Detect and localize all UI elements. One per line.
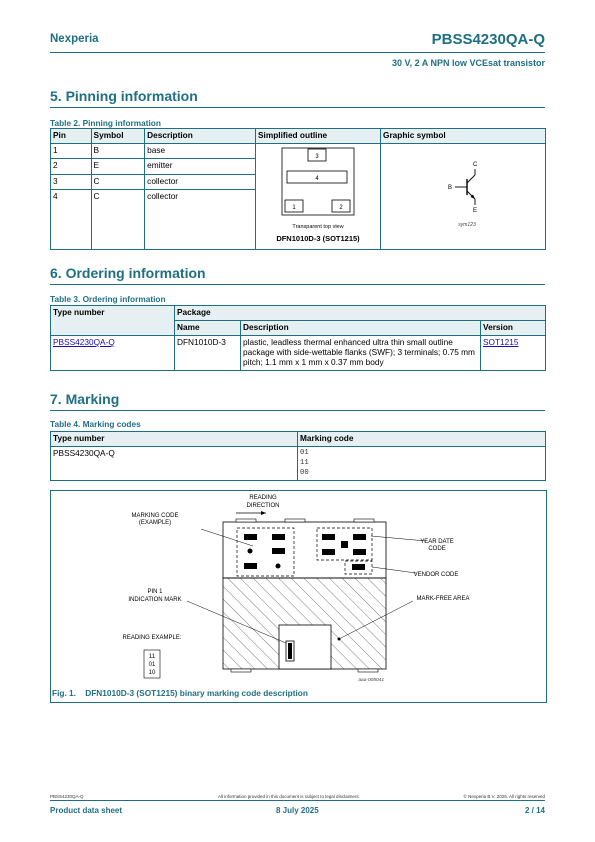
description-cell: collector xyxy=(145,190,256,250)
pin1-label-2: INDICATION MARK xyxy=(128,597,182,603)
symbol-ref: sym123 xyxy=(458,222,476,228)
pad-2-label: 2 xyxy=(339,205,343,211)
description-cell: collector xyxy=(145,174,256,189)
figure-frame xyxy=(50,490,547,703)
vendor-code-label: VENDOR CODE xyxy=(413,572,459,578)
section-7-heading: 7. Marking xyxy=(50,391,120,407)
footer-page: 2 / 14 xyxy=(524,806,545,815)
pin1-label-1: PIN 1 xyxy=(147,589,163,595)
example-line: 01 xyxy=(148,662,156,668)
col-outline: Simplified outline xyxy=(255,129,380,144)
description-cell: emitter xyxy=(145,159,256,174)
col-name: Name xyxy=(175,321,241,336)
footer-doc-id: PBSS4230QA-Q xyxy=(50,794,84,799)
table-row xyxy=(51,144,546,159)
section-7-divider xyxy=(50,410,545,411)
example-line: 10 xyxy=(148,670,156,676)
col-description: Description xyxy=(145,129,256,144)
marking-diagram xyxy=(51,491,546,702)
transistor-symbol xyxy=(381,144,545,247)
table-row xyxy=(51,336,546,371)
document-subtitle: 30 V, 2 A NPN low VCEsat transistor xyxy=(391,58,545,68)
pin-cell: 4 xyxy=(51,190,92,250)
section-6-heading: 6. Ordering information xyxy=(50,265,206,281)
figure-title: DFN1010D-3 (SOT1215) binary marking code description xyxy=(85,688,308,698)
year-date-label-2: CODE xyxy=(428,546,446,552)
type-number-link[interactable]: PBSS4230QA-Q xyxy=(53,337,115,347)
code-line: 01 xyxy=(300,449,309,457)
code-line: 11 xyxy=(300,459,309,467)
mark-free-label: MARK-FREE AREA xyxy=(416,596,470,602)
symbol-cell: C xyxy=(91,190,145,250)
package-description-cell: plastic, leadless thermal enhanced ultra thin small outline package with side-wettable flanks (SWF); 3 terminals; 0.75 mm pitch; 1.1 mm x 1 mm x 0.37 mm body xyxy=(241,336,481,371)
package-label: DFN1010D-3 (SOT1215) xyxy=(276,234,360,243)
package-version-link[interactable]: SOT1215 xyxy=(483,337,519,347)
col-symbol: Symbol xyxy=(91,129,145,144)
col-version: Version xyxy=(481,321,546,336)
pin-cell: 2 xyxy=(51,159,92,174)
pad-1-label: 1 xyxy=(292,205,296,211)
year-date-label-1: YEAR DATE xyxy=(420,539,454,545)
marking-code-label-1: MARKING CODE xyxy=(131,513,179,519)
pad-3-label: 3 xyxy=(315,154,319,160)
symbol-cell: C xyxy=(91,174,145,189)
pin-cell: 1 xyxy=(51,144,92,159)
pad-4-label: 4 xyxy=(315,176,319,182)
figure-ref: aaa-008041 xyxy=(358,678,384,683)
pinning-table xyxy=(50,128,546,250)
package-outline xyxy=(256,144,380,247)
section-5-divider xyxy=(50,107,545,108)
symbol-cell: E xyxy=(91,159,145,174)
footer-date: 8 July 2025 xyxy=(276,806,319,815)
reading-direction-label-1: READING xyxy=(249,495,277,501)
collector-label: C xyxy=(473,162,478,168)
marking-code-cell xyxy=(298,447,546,481)
marking-type-cell: PBSS4230QA-Q xyxy=(51,447,298,481)
brand-name: Nexperia xyxy=(50,33,99,45)
figure-number: Fig. 1. xyxy=(52,688,76,698)
table-row xyxy=(51,447,546,481)
section-5-heading: 5. Pinning information xyxy=(50,88,198,104)
marking-table xyxy=(50,431,546,481)
symbol-cell: B xyxy=(91,144,145,159)
base-label: B xyxy=(448,185,453,191)
col-description: Description xyxy=(241,321,481,336)
table-4-caption: Table 4. Marking codes xyxy=(50,419,141,429)
ordering-table xyxy=(50,305,546,371)
col-type-number: Type number xyxy=(51,306,175,336)
emitter-label: E xyxy=(473,208,478,214)
section-6-divider xyxy=(50,284,545,285)
description-cell: base xyxy=(145,144,256,159)
header-divider xyxy=(50,52,545,53)
code-line: 00 xyxy=(300,469,309,477)
table-3-caption: Table 3. Ordering information xyxy=(50,294,166,304)
col-pin: Pin xyxy=(51,129,92,144)
reading-example-label: READING EXAMPLE: xyxy=(122,635,182,641)
col-marking-code: Marking code xyxy=(298,432,546,447)
symbol-graphic-cell xyxy=(381,144,546,250)
footer-doc-type: Product data sheet xyxy=(50,806,123,815)
footer-copyright: © Nexperia B.V. 2025. All rights reserved xyxy=(463,794,545,799)
part-number: PBSS4230QA-Q xyxy=(431,31,545,48)
table-2-caption: Table 2. Pinning information xyxy=(50,118,161,128)
reading-direction-label-2: DIRECTION xyxy=(246,503,280,509)
view-label: Transparent top view xyxy=(292,224,344,230)
pin-cell: 3 xyxy=(51,174,92,189)
footer-disclaimer: All information provided in this document is subject to legal disclaimers. xyxy=(218,794,360,799)
outline-cell xyxy=(255,144,380,250)
col-type-number: Type number xyxy=(51,432,298,447)
marking-code-label-2: (EXAMPLE) xyxy=(138,520,172,526)
footer-divider xyxy=(50,800,545,801)
package-name-cell: DFN1010D-3 xyxy=(175,336,241,371)
col-graphic-symbol: Graphic symbol xyxy=(381,129,546,144)
example-line: 11 xyxy=(148,654,156,660)
figure-caption xyxy=(52,688,308,698)
col-package: Package xyxy=(175,306,546,321)
